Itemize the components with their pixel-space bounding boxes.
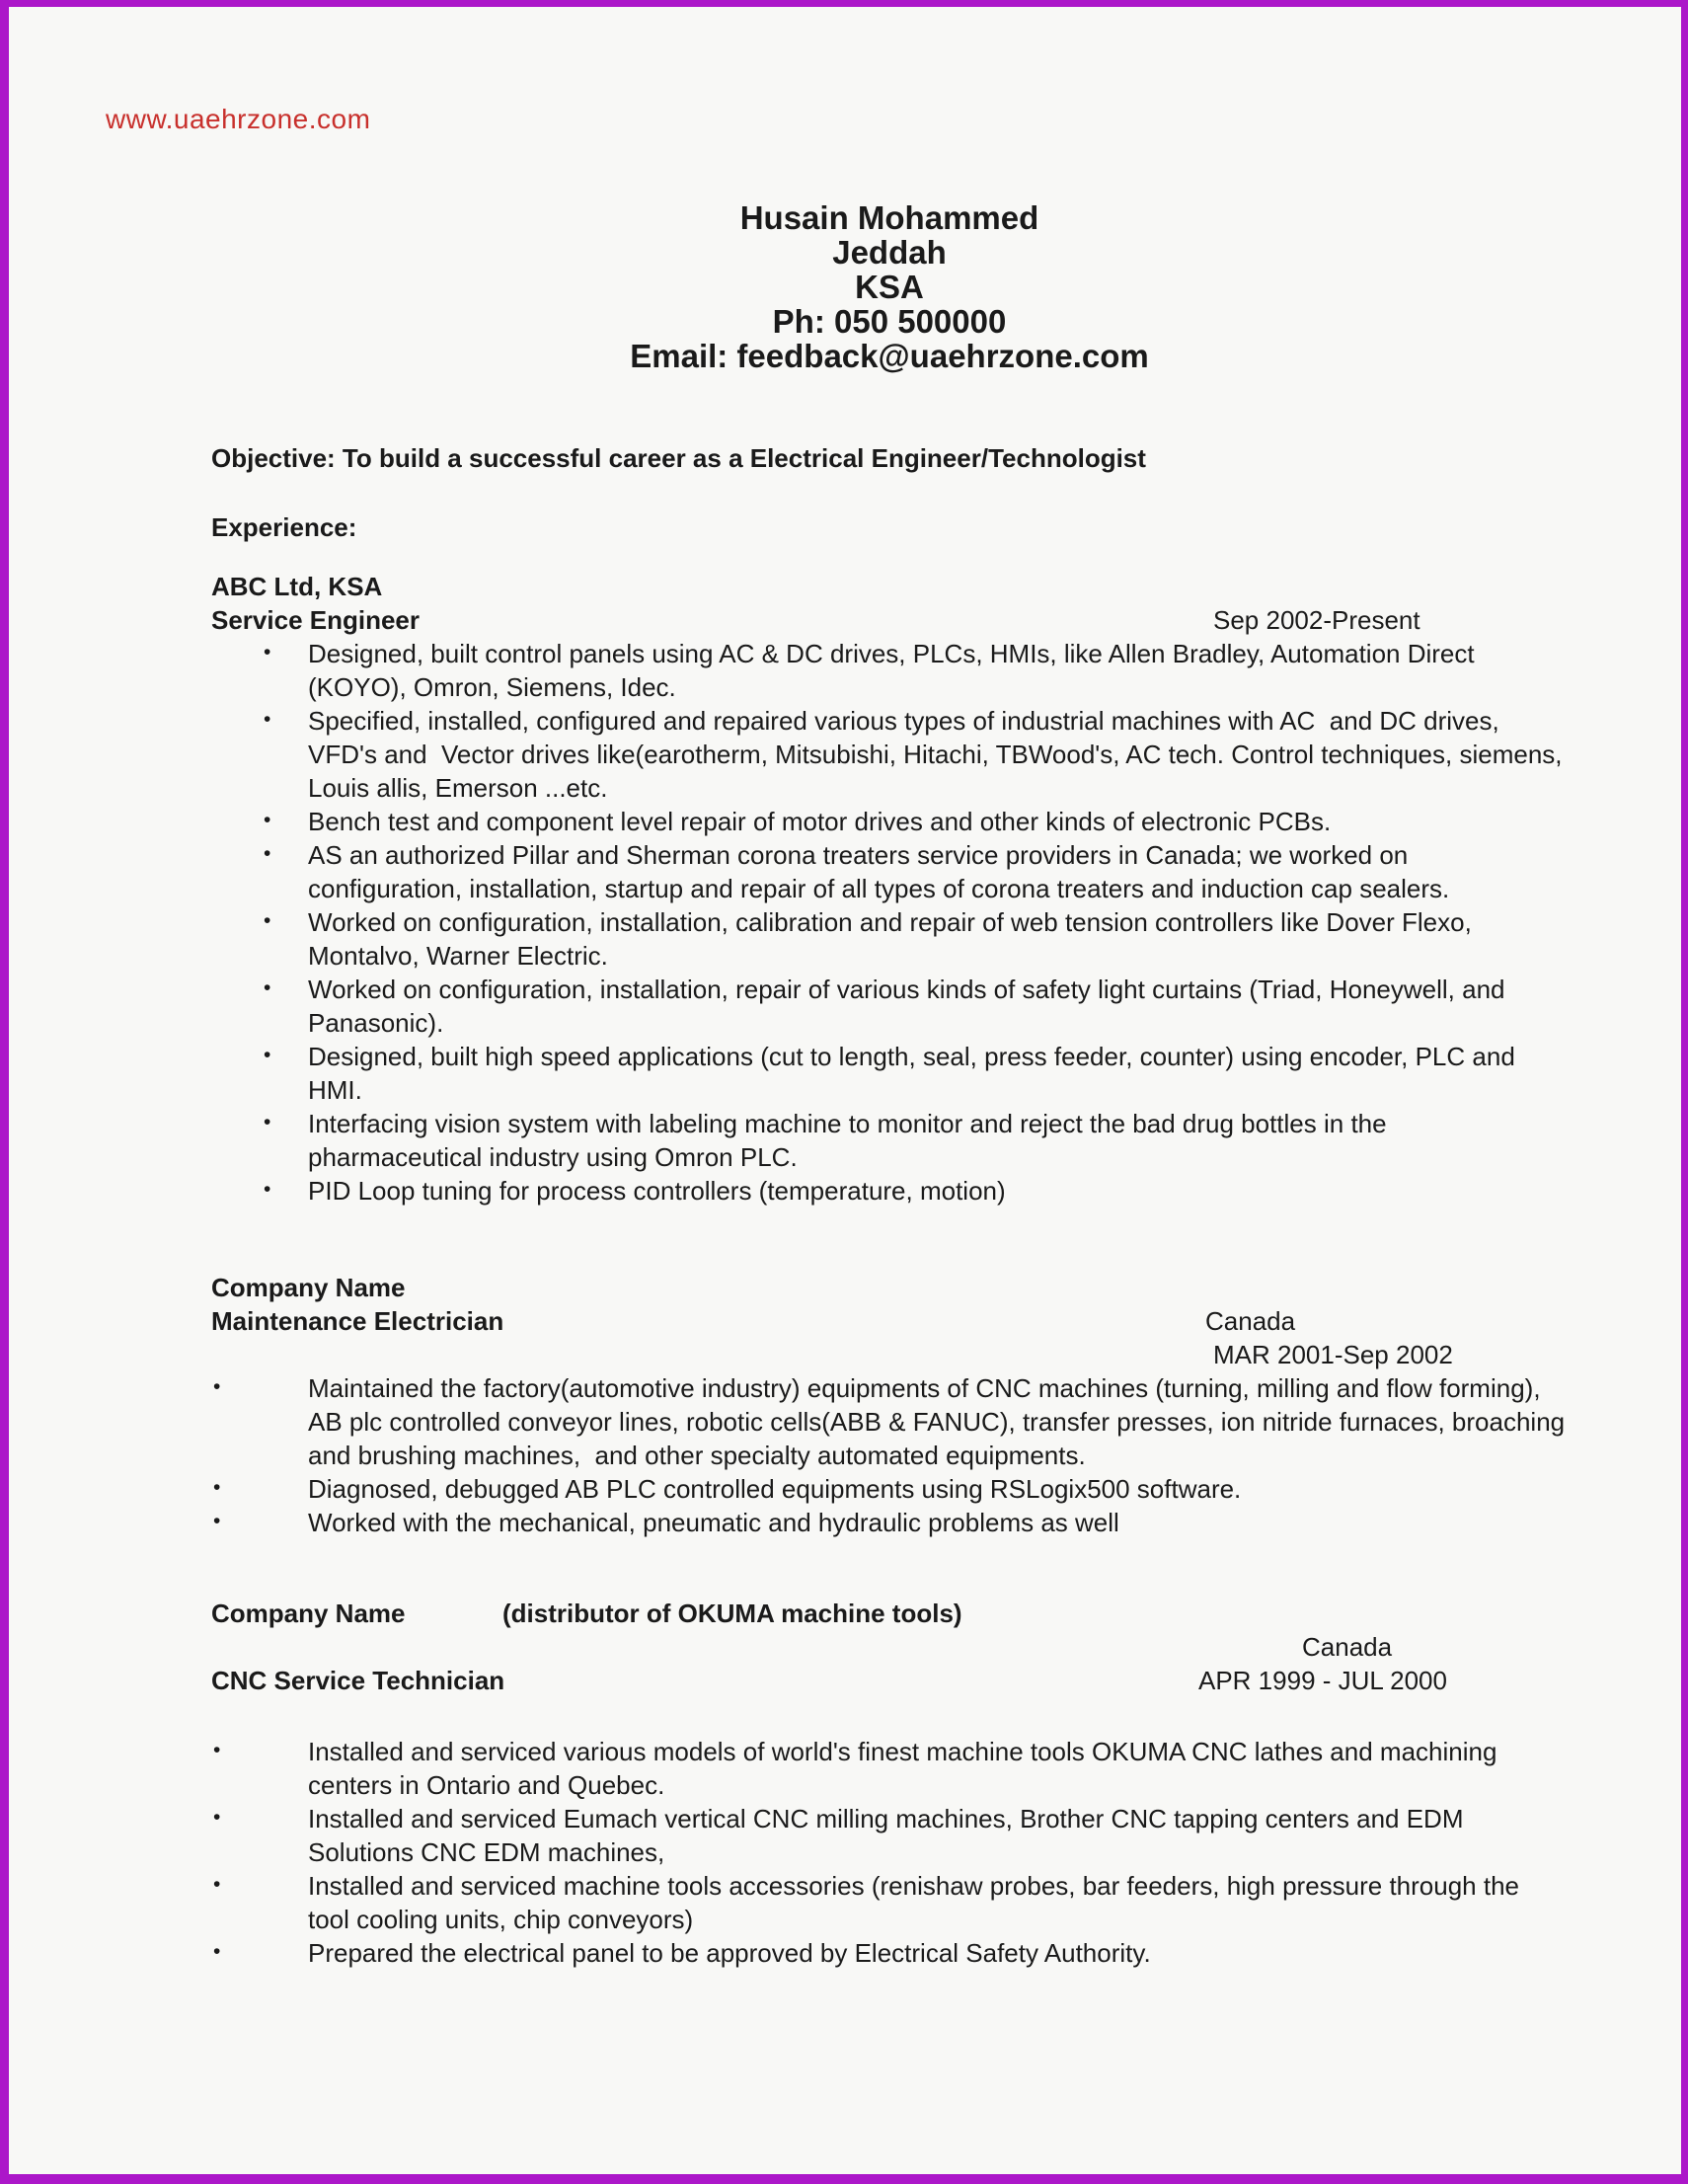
location-row — [211, 1630, 1568, 1664]
list-item — [211, 1107, 1568, 1174]
list-item — [211, 637, 1568, 704]
bullet-text: Diagnosed, debugged AB PLC controlled equipments using RSLogix500 software. — [308, 1474, 1242, 1504]
job-title: Service Engineer — [211, 605, 420, 635]
contact-header — [211, 200, 1568, 373]
job-location: Canada — [1302, 1632, 1393, 1662]
list-item — [211, 973, 1568, 1040]
bullet-icon: • — [264, 708, 271, 731]
company-note: (distributor of OKUMA machine tools) — [502, 1599, 962, 1628]
list-item — [211, 1936, 1568, 1970]
job-title: Maintenance Electrician — [211, 1306, 504, 1336]
job-dates: APR 1999 - JUL 2000 — [1198, 1666, 1447, 1695]
document-body — [211, 7, 1573, 1970]
bullet-text: PID Loop tuning for process controllers (temperature, motion) — [308, 1176, 1006, 1206]
bullet-text: Maintained the factory(automotive industry) equipments of CNC machines (turning, milling and flow forming), AB plc controlled conveyor lines, robotic cells(ABB & FANUC), transfer presses, ion nitride furnaces, broaching and brushing machines, and other specialty automated equipments. — [308, 1373, 1573, 1470]
bullet-icon: • — [264, 1111, 271, 1133]
job-bullet-list — [211, 1735, 1568, 1970]
bullet-text: Installed and serviced Eumach vertical CNC milling machines, Brother CNC tapping centers and EDM Solutions CNC EDM machines, — [308, 1804, 1471, 1867]
job-maintenance-electrician — [211, 1271, 1573, 1539]
candidate-city: Jeddah — [832, 234, 947, 271]
list-item — [211, 1174, 1568, 1208]
bullet-icon: • — [213, 1476, 221, 1499]
candidate-phone: Ph: 050 500000 — [772, 303, 1007, 340]
bullet-text: Designed, built control panels using AC & DC drives, PLCs, HMIs, like Allen Bradley, Automation Direct (KOYO), Omron, Siemens, Idec. — [308, 639, 1482, 702]
title-location-row — [211, 1304, 1568, 1338]
bullet-text: Bench test and component level repair of motor drives and other kinds of electronic PCBs. — [308, 807, 1332, 836]
bullet-text: Installed and serviced machine tools accessories (renishaw probes, bar feeders, high pressure through the tool cooling units, chip conveyors) — [308, 1871, 1527, 1934]
job-location: Canada — [1205, 1306, 1296, 1336]
job-cnc-service-technician — [211, 1597, 1568, 1970]
objective-line: Objective: To build a successful career as a Electrical Engineer/Technologist — [211, 443, 1146, 473]
bullet-icon: • — [213, 1806, 221, 1829]
dates-row — [211, 1338, 1568, 1371]
bullet-icon: • — [213, 1510, 221, 1532]
list-item — [211, 1869, 1568, 1936]
list-item — [211, 1371, 1573, 1472]
bullet-text: Specified, installed, configured and repaired various types of industrial machines with AC and DC drives, VFD's and Vector drives like(earotherm, Mitsubishi, Hitachi, TBWood's, AC tech. Control techniques, siemens, Louis allis, Emerson ...etc. — [308, 706, 1570, 803]
bullet-icon: • — [264, 842, 271, 865]
list-item — [211, 905, 1568, 973]
job-bullet-list — [211, 1371, 1573, 1539]
company-name: Company Name — [211, 1599, 406, 1628]
bullet-text: Interfacing vision system with labeling machine to monitor and reject the bad drug bottles in the pharmaceutical industry using Omron PLC. — [308, 1109, 1394, 1172]
bullet-icon: • — [213, 1873, 221, 1896]
bullet-icon: • — [264, 809, 271, 831]
bullet-icon: • — [264, 641, 271, 663]
bullet-icon: • — [264, 976, 271, 999]
candidate-country: KSA — [855, 269, 924, 305]
list-item — [211, 805, 1568, 838]
list-item — [211, 1735, 1568, 1802]
bullet-text: Worked with the mechanical, pneumatic and hydraulic problems as well — [308, 1508, 1119, 1537]
list-item — [211, 1802, 1568, 1869]
job-dates: Sep 2002-Present — [1213, 605, 1420, 635]
list-item — [211, 1040, 1568, 1107]
bullet-text: Designed, built high speed applications (cut to length, seal, press feeder, counter) using encoder, PLC and HMI. — [308, 1042, 1523, 1105]
list-item — [211, 1472, 1568, 1506]
bullet-text: Worked on configuration, installation, calibration and repair of web tension controllers like Dover Flexo, Montalvo, Warner Electric. — [308, 907, 1480, 971]
watermark-url: www.uaehrzone.com — [106, 104, 371, 134]
candidate-name: Husain Mohammed — [739, 199, 1039, 236]
bullet-icon: • — [213, 1739, 221, 1761]
candidate-email: Email: feedback@uaehrzone.com — [630, 338, 1149, 374]
bullet-text: AS an authorized Pillar and Sherman corona treaters service providers in Canada; we worked on configuration, installation, startup and repair of all types of corona treaters and induction cap sealers. — [308, 840, 1450, 903]
job-abc-ltd — [211, 570, 1568, 1208]
company-name: ABC Ltd, KSA — [211, 572, 383, 601]
experience-heading: Experience: — [211, 512, 357, 542]
job-bullet-list — [211, 637, 1568, 1208]
list-item — [211, 704, 1568, 805]
list-item — [211, 1506, 1568, 1539]
company-row — [211, 1597, 1568, 1630]
company-name: Company Name — [211, 1273, 406, 1302]
list-item — [211, 838, 1568, 905]
job-dates: MAR 2001-Sep 2002 — [1213, 1340, 1453, 1369]
bullet-icon: • — [264, 1044, 271, 1066]
job-title: CNC Service Technician — [211, 1666, 505, 1695]
bullet-icon: • — [213, 1940, 221, 1963]
bullet-text: Installed and serviced various models of world's finest machine tools OKUMA CNC lathes and machining centers in Ontario and Quebec. — [308, 1737, 1504, 1800]
bullet-text: Prepared the electrical panel to be approved by Electrical Safety Authority. — [308, 1938, 1151, 1968]
title-date-row — [211, 603, 1568, 637]
bullet-icon: • — [213, 1375, 221, 1398]
bullet-icon: • — [264, 1178, 271, 1201]
title-date-row — [211, 1664, 1568, 1697]
bullet-icon: • — [264, 909, 271, 932]
bullet-text: Worked on configuration, installation, repair of various kinds of safety light curtains (Triad, Honeywell, and Panasonic). — [308, 975, 1512, 1038]
